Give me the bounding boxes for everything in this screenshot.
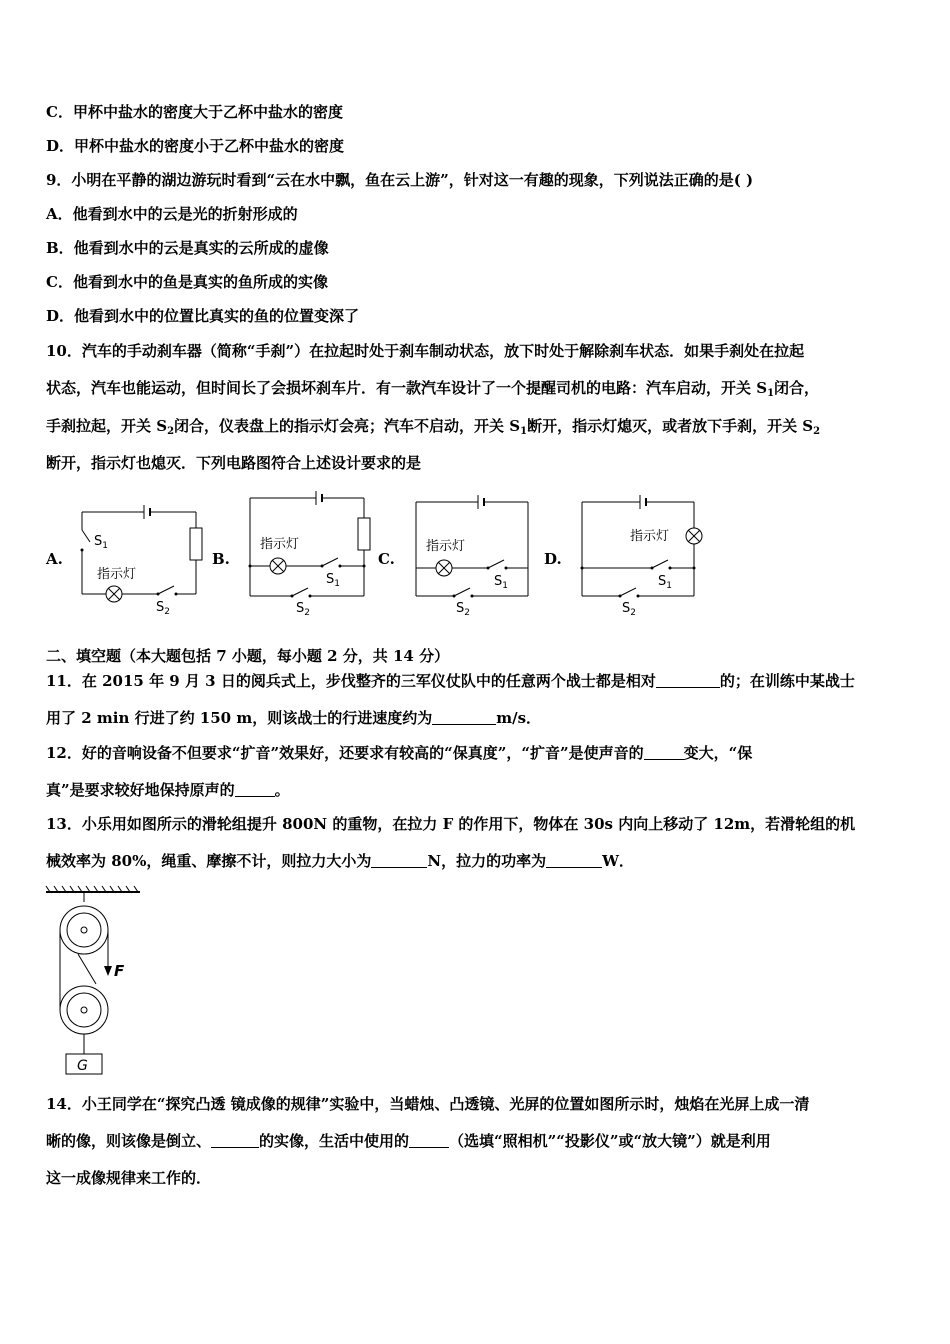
section-2-heading: 二、填空题（本大题包括 7 小题，每小题 2 分，共 14 分） — [46, 647, 450, 665]
q12-blank-1[interactable] — [644, 745, 684, 760]
q8-option-c: C．甲杯中盐水的密度大于乙杯中盐水的密度 — [46, 103, 343, 121]
circuit-diagram-d — [574, 490, 704, 618]
pulley-figure — [40, 884, 150, 1080]
svg-text:S2: $S_2$ — [622, 601, 636, 618]
circuit-a-label: A. — [46, 550, 63, 568]
svg-text:S1: $S_1$ — [658, 574, 672, 591]
q11-blank-2[interactable] — [432, 710, 496, 725]
switch-s1-label: $S_1$ — [94, 534, 108, 551]
q9-option-a: A．他看到水中的云是光的折射形成的 — [46, 205, 298, 223]
svg-text:S2: $S_2$ — [456, 601, 470, 618]
svg-text:F: F — [114, 962, 125, 980]
circuit-diagram-b — [240, 490, 380, 618]
svg-text:指示灯: 指示灯 — [260, 537, 300, 552]
q10-line-3: 手刹拉起，开关 $S_2$闭合，仪表盘上的指示灯会亮；汽车不启动，开关 $S_1$断开，指示灯熄灭，或者放下手刹，开关 $S_2$ — [46, 417, 821, 437]
svg-text:指示灯: 指示灯 — [630, 529, 670, 544]
q9-option-b: B．他看到水中的云是真实的云所成的虚像 — [46, 239, 329, 257]
q9-option-d: D．他看到水中的位置比真实的鱼的位置变深了 — [46, 307, 360, 325]
q13-blank-2[interactable] — [546, 853, 602, 868]
q11-blank-1[interactable] — [656, 673, 720, 688]
q14-blank-2[interactable] — [409, 1133, 449, 1148]
q8-option-d: D．甲杯中盐水的密度小于乙杯中盐水的密度 — [46, 137, 345, 155]
svg-text:S2: $S_2$ — [296, 601, 310, 618]
q10-line-1: 10．汽车的手动刹车器（简称“手刹”）在拉起时处于刹车制动状态，放下时处于解除刹车状态．如果手刹处在拉起 — [46, 342, 805, 360]
q9-stem: 9．小明在平静的湖边游玩时看到“云在水中飘，鱼在云上游”，针对这一有趣的现象，下列说法正确的是( ) — [46, 171, 754, 189]
circuit-b-label: B. — [212, 550, 230, 568]
q12-line-1: 12．好的音响设备不但要求“扩音”效果好，还要求有较高的“保真度”，“扩音”是使声音的 变大，“保 — [46, 744, 753, 762]
q9-option-c: C．他看到水中的鱼是真实的鱼所成的实像 — [46, 273, 328, 291]
q14-blank-1[interactable] — [211, 1133, 259, 1148]
svg-text:指示灯: 指示灯 — [426, 539, 466, 554]
switch-s2-blade — [158, 586, 174, 594]
q11-line-1: 11．在 2015 年 9 月 3 日的阅兵式上，步伐整齐的三军仪仗队中的任意两个战士都是相对 的；在训练中某战士 — [46, 672, 855, 690]
q12-line-2: 真”是要求较好地保持原声的 。 — [46, 781, 290, 799]
q13-line-1: 13．小乐用如图所示的滑轮组提升 800N 的重物，在拉力 F 的作用下，物体在 30s 内向上移动了 12m，若滑轮组的机 — [46, 815, 856, 833]
svg-text:S1: $S_1$ — [326, 572, 340, 589]
circuit-diagram-a — [70, 498, 210, 617]
resistor — [190, 528, 202, 560]
q14-line-1: 14．小王同学在“探究凸透 镜成像的规律”实验中，当蜡烛、凸透镜、光屏的位置如图所示时，烛焰在光屏上成一清 — [46, 1095, 810, 1113]
switch-s2-label: $S_2$ — [156, 600, 170, 617]
svg-text:G: G — [77, 1058, 88, 1074]
circuit-d-label: D. — [544, 550, 562, 568]
q14-line-3: 这一成像规律来工作的． — [46, 1169, 212, 1187]
q14-line-2: 晰的像，则该像是倒立、 的实像，生活中使用的 （选填“照相机”“投影仪”或“放大镜”）就是利用 — [46, 1132, 771, 1150]
q10-line-2: 状态，汽车也能运动，但时间长了会损坏刹车片．有一款汽车设计了一个提醒司机的电路：汽车启动，开关 $S_1$闭合， — [46, 379, 820, 399]
force-arrow-icon — [104, 966, 112, 976]
rope-middle — [78, 954, 96, 984]
q12-blank-2[interactable] — [235, 782, 275, 797]
q13-line-2: 械效率为 80%，绳重、摩擦不计，则拉力大小为 N，拉力的功率为 W． — [46, 852, 634, 870]
q11-line-2: 用了 2 min 行进了约 150 m，则该战士的行进速度约为 m/s． — [46, 709, 542, 727]
circuit-diagram-c — [408, 490, 538, 618]
switch-s1-blade — [82, 530, 90, 542]
q10-line-4: 断开，指示灯也熄灭．下列电路图符合上述设计要求的是 — [46, 454, 422, 472]
lamp-label: 指示灯 — [97, 567, 137, 582]
q13-blank-1[interactable] — [371, 853, 427, 868]
circuit-c-label: C. — [378, 550, 395, 568]
svg-text:S1: $S_1$ — [494, 574, 508, 591]
